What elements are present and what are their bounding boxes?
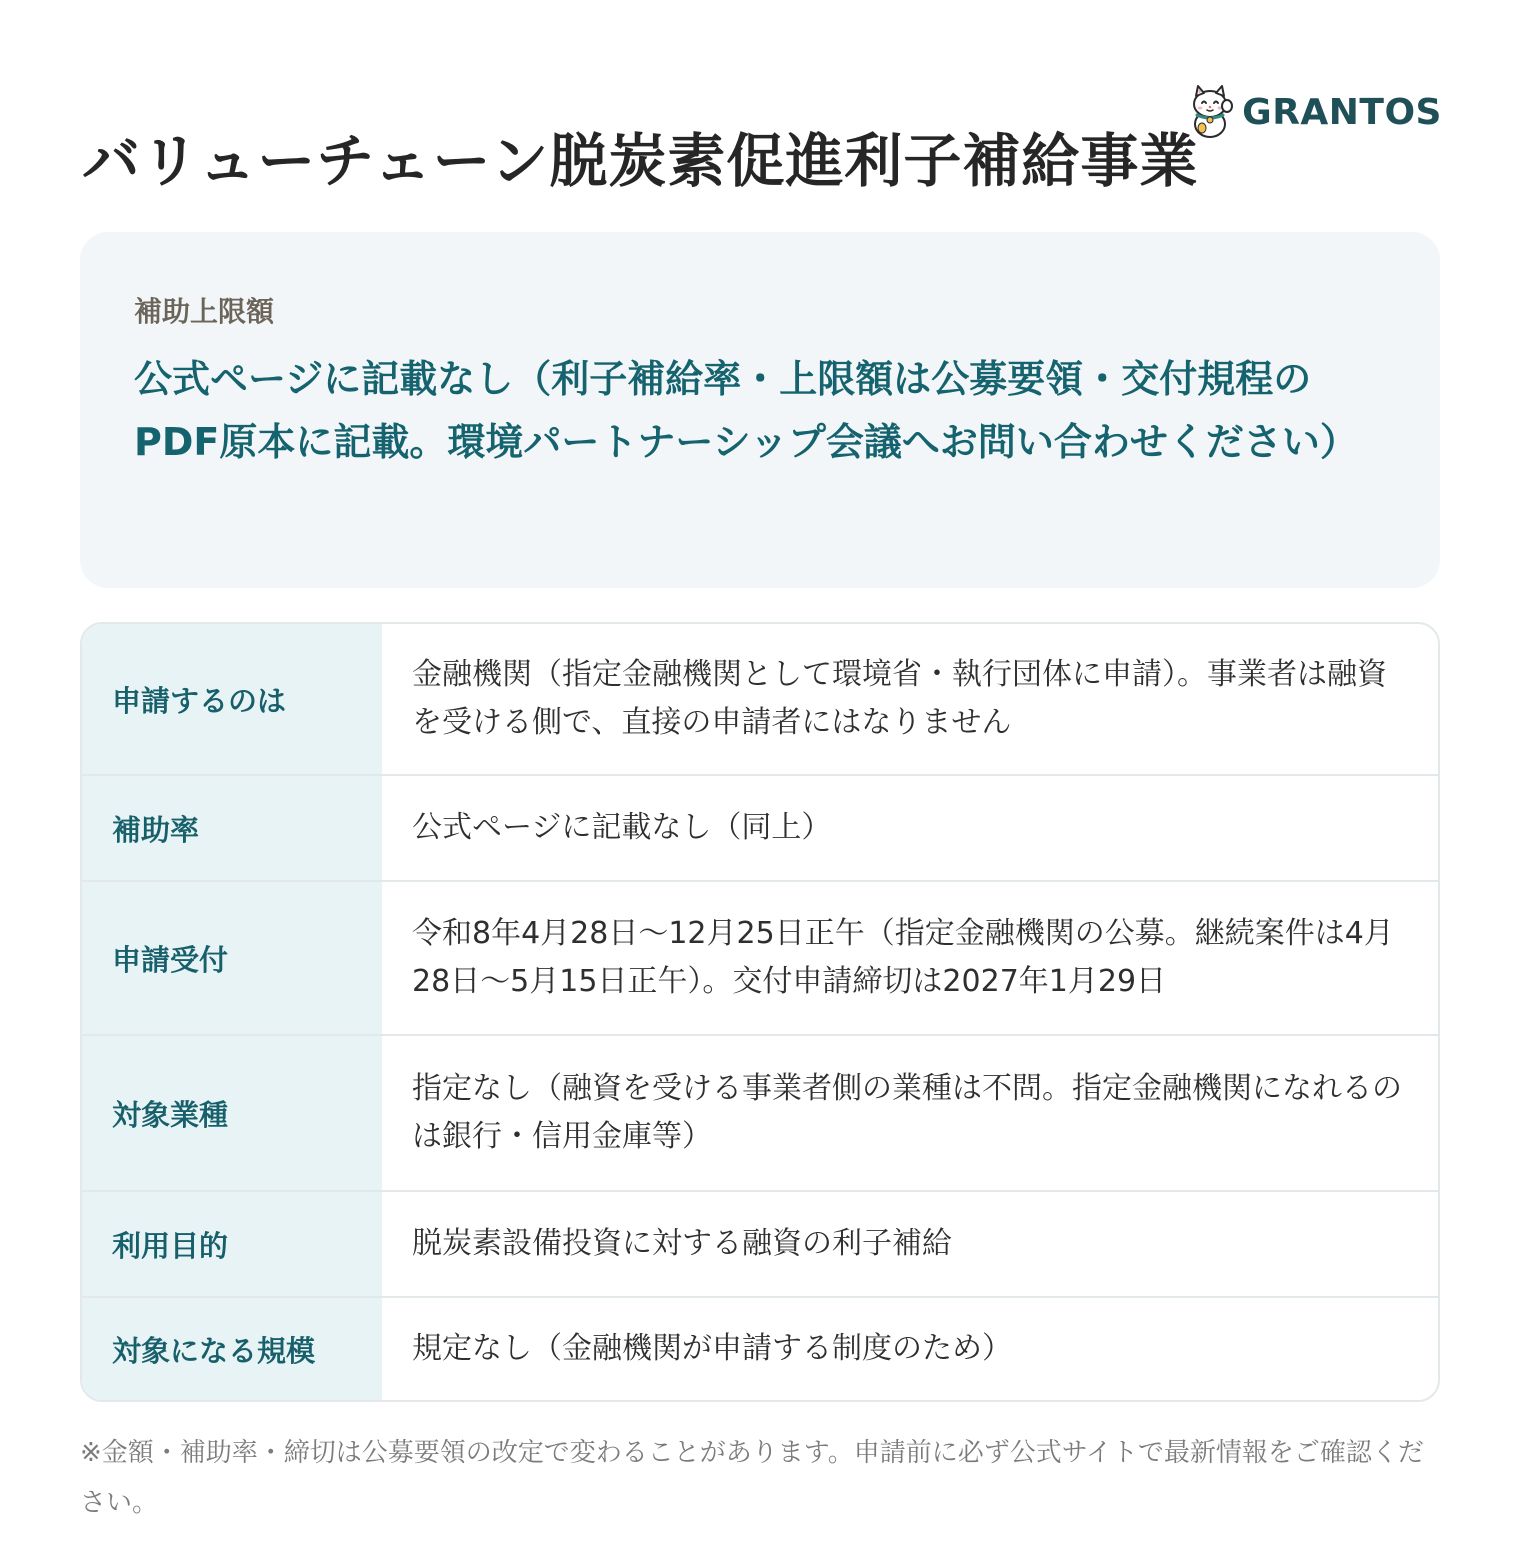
row-value: 規定なし（金融機関が申請する制度のため）	[412, 1331, 1012, 1366]
row-value: 公式ページに記載なし（同上）	[412, 810, 832, 845]
table-row-applicant	[82, 624, 1438, 776]
table-row-application-period	[82, 882, 1438, 1036]
table-row-purpose	[82, 1192, 1438, 1298]
row-value: 金融機関（指定金融機関として環境省・執行団体に申請）。事業者は融資を受ける側で、直接の申請者にはなりません	[412, 657, 1387, 740]
table-row-industry	[82, 1036, 1438, 1192]
footnote: ※金額・補助率・締切は公募要領の改定で変わることがあります。申請前に必ず公式サイトで最新情報をご確認ください。	[80, 1438, 1424, 1518]
row-label: 申請受付	[82, 882, 382, 1034]
info-table	[80, 622, 1440, 1402]
brand-name: GRANTOS	[1242, 91, 1442, 133]
subsidy-limit-value: 公式ページに記載なし（利子補給率・上限額は公募要領・交付規程のPDF原本に記載。環境パートナーシップ会議へお問い合わせください）	[134, 357, 1358, 464]
row-label: 補助率	[82, 776, 382, 880]
brand	[1188, 84, 1442, 140]
page-title: バリューチェーン脱炭素促進利子補給事業	[82, 127, 1199, 195]
row-value: 指定なし（融資を受ける事業者側の業種は不問。指定金融機関になれるのは銀行・信用金庫等）	[412, 1071, 1402, 1154]
row-label: 申請するのは	[82, 624, 382, 774]
row-value: 令和8年4月28日〜12月25日正午（指定金融機関の公募。継続案件は4月28日〜5月15日正午）。交付申請締切は2027年1月29日	[412, 916, 1394, 999]
row-label: 対象になる規模	[82, 1298, 382, 1400]
row-value: 脱炭素設備投資に対する融資の利子補給	[412, 1226, 952, 1261]
table-row-subsidy-rate	[82, 776, 1438, 882]
subsidy-limit-card	[80, 232, 1440, 588]
row-label: 対象業種	[82, 1036, 382, 1190]
subsidy-limit-label: 補助上限額	[134, 295, 275, 328]
row-label: 利用目的	[82, 1192, 382, 1296]
table-row-scale	[82, 1298, 1438, 1400]
